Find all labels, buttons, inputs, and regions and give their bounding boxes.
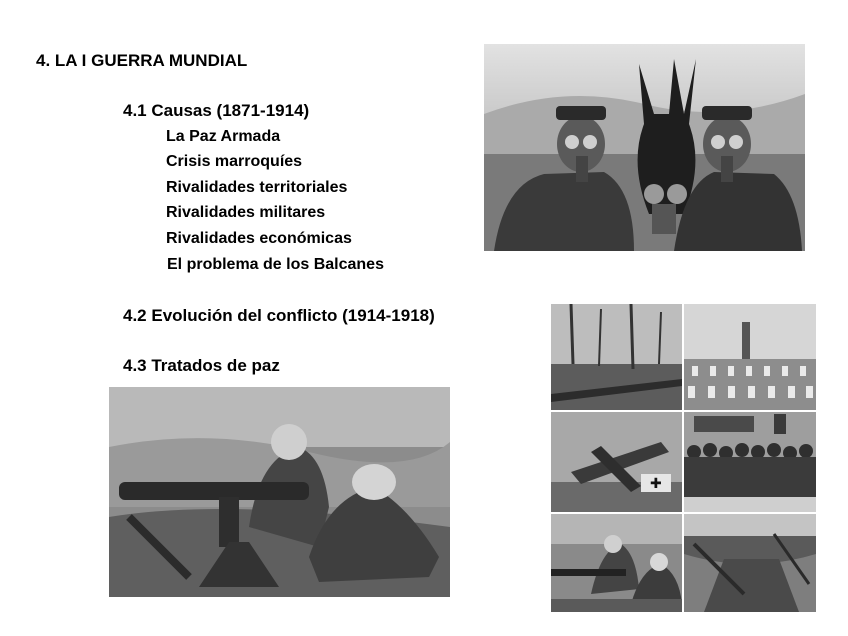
biplane-photo — [551, 412, 682, 512]
cemetery-photo — [684, 304, 816, 410]
list-item: Rivalidades económicas — [166, 230, 352, 247]
section-causas: 4.1 Causas (1871-1914) — [123, 101, 310, 120]
list-item: Rivalidades militares — [166, 204, 326, 221]
list-item: Rivalidades territoriales — [166, 179, 348, 196]
list-item: El problema de los Balcanes — [167, 256, 384, 273]
list-item: Crisis marroquíes — [166, 153, 303, 170]
svg-text:✚: ✚ — [650, 476, 662, 492]
battlefield-photo — [551, 304, 682, 410]
slide-title: 4. LA I GUERRA MUNDIAL — [36, 51, 248, 70]
list-item: La Paz Armada — [166, 128, 281, 145]
section-evolucion: 4.2 Evolución del conflicto (1914-1918) — [123, 306, 435, 325]
photo-collage — [551, 304, 816, 612]
trench-photo — [684, 514, 816, 612]
machine-gun-crew-photo — [109, 387, 450, 597]
gas-masks-photo — [484, 44, 805, 251]
section-tratados: 4.3 Tratados de paz — [123, 356, 280, 375]
crowd-photo — [684, 412, 816, 512]
soldiers-masks-photo — [551, 514, 682, 612]
